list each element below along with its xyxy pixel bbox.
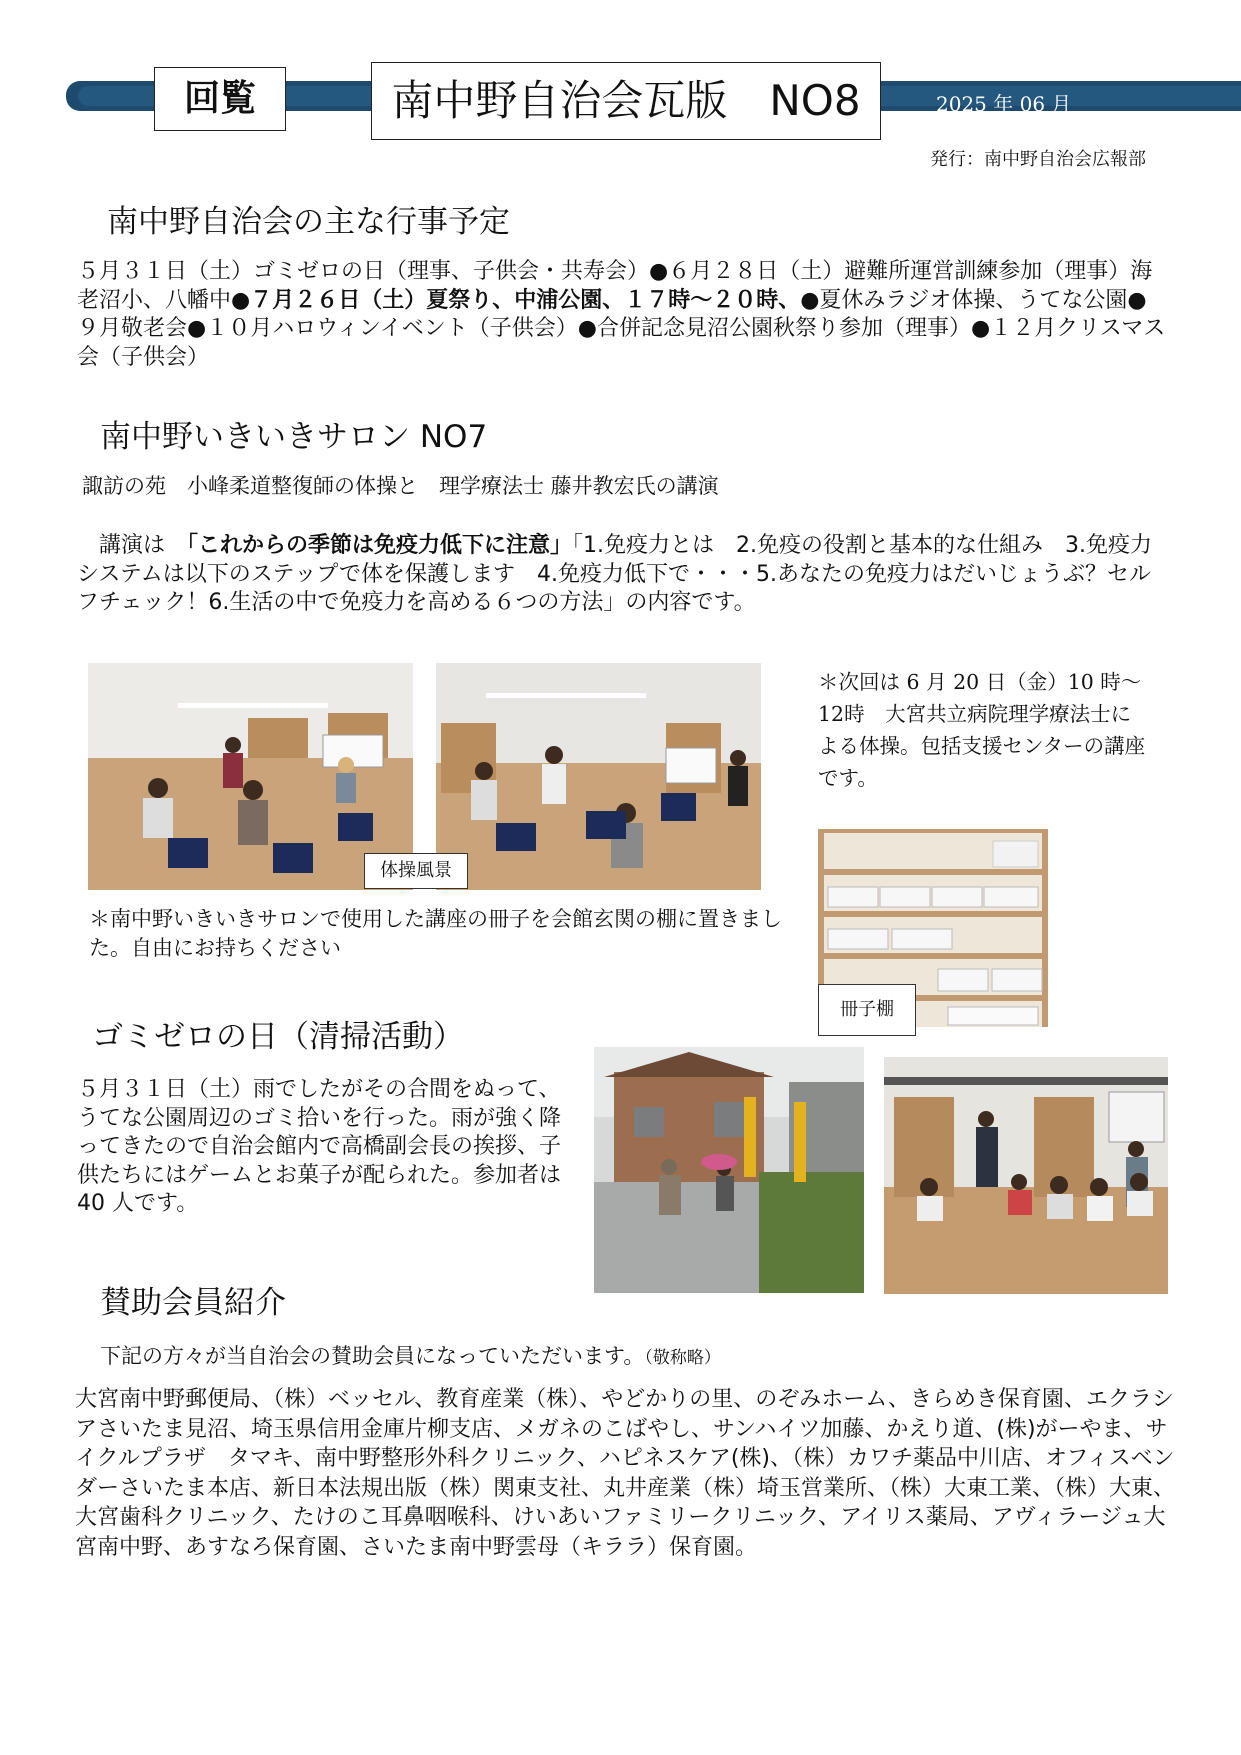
supporters-list: 大宮南中野郵便局、（株）ベッセル、教育産業（株）、やどかりの里、のぞみホーム、きらめき保育園、エクラシアさいたま見沼、埼玉県信用金庫片柳支店、メガネのこばやし、サンハイツ加藤、かえり道、(株)がーやま、サイクルプラザ タマキ、南中野整形外科クリニック、ハピネスケア(株)、（株）カワチ薬品中川店、オフィスベンダーさいたま本店、新日本法規出版（株）関東支社、丸井産業（株）埼玉営業所、（株）大東工業、（株）大東、大宮歯科クリニック、たけのこ耳鼻咽喉科、けいあいファミリークリニック、アイリス薬局、アヴィラージュ大宮南中野、あすなろ保育園、さいたま南中野雲母（キララ）保育園。 bbox=[75, 1387, 1176, 1560]
issue-date: 2025 年 06 月 bbox=[936, 92, 1072, 116]
newsletter-title: 南中野自治会瓦版 NO8 bbox=[371, 62, 881, 140]
salon-lecture-text bbox=[77, 532, 1172, 618]
supporters-heading: 賛助会員紹介 bbox=[100, 1285, 286, 1321]
publisher: 発行：南中野自治会広報部 bbox=[930, 149, 1146, 170]
exercise-photo-caption: 体操風景 bbox=[364, 853, 468, 889]
gomizero-heading: ゴミゼロの日（清掃活動） bbox=[92, 1019, 464, 1055]
events-text bbox=[77, 258, 1167, 372]
salon-heading: 南中野いきいきサロン NO7 bbox=[100, 419, 488, 455]
cleanup-outdoor-photo bbox=[594, 1047, 864, 1293]
supporters-intro-text: 下記の方々が当自治会の賛助会員になっていただいます。 bbox=[100, 1344, 645, 1368]
booklet-note: ＊南中野いきいきサロンで使用した講座の冊子を会館玄関の棚に置きました。自由にお持ちください bbox=[89, 907, 782, 960]
events-text-a: ５月３１日（土）ゴミゼロの日（理事、子供会・共寿会）●６月２８日（土）避難所運営訓練参加（理事）海老沼小、八幡中 bbox=[77, 259, 1153, 313]
events-text-b: ●夏休みラジオ体操、うてな公園●９月敬老会●１０月ハロウィンイベント（子供会）●合併記念見沼公園秋祭り参加（理事）●１２月クリスマス会（子供会） bbox=[77, 287, 1166, 370]
kairan-label: 回覧 bbox=[154, 67, 286, 131]
gomizero-text: ５月３１日（土）雨でしたがその合間をぬって、うてな公園周辺のゴミ拾いを行った。雨が強く降ってきたので自治会館内で高橋副会長の挨拶、子供たちにはゲームとお菓子が配られた。参加者は 40 人です。 bbox=[77, 1077, 562, 1216]
cleanup-indoor-photo bbox=[884, 1057, 1168, 1294]
lecture-contents: 「1.免疫力とは 2.免疫の役割と基本的な仕組み 3.免疫力システムは以下のステップで体を保護します 4.免疫力低下で・・・5.あなたの免疫力はだいじょうぶ？セルフチェック！6.生活の中で免疫力を高める６つの方法」の内容です。 bbox=[77, 533, 1153, 615]
events-heading: 南中野自治会の主な行事予定 bbox=[107, 204, 510, 240]
lecture-title: 「これからの季節は免疫力低下に注意」 bbox=[187, 533, 573, 558]
events-text-bold: ●７月２６日（土）夏祭り、中浦公園、１７時～２０時、 bbox=[231, 287, 801, 313]
exercise-photo-2 bbox=[436, 663, 761, 890]
supporters-intro bbox=[100, 1340, 721, 1370]
shelf-photo-caption: 冊子棚 bbox=[818, 984, 916, 1036]
lecture-prefix: 講演は bbox=[77, 533, 188, 558]
next-session-note: ＊次回は 6 月 20 日（金）10 時～12時 大宮共立病院理学療法士による体操。包括支援センターの講座です。 bbox=[818, 670, 1146, 790]
salon-subtitle: 諏訪の苑 小峰柔道整復師の体操と 理学療法士 藤井教宏氏の講演 bbox=[82, 474, 719, 498]
honorific-note: （敬称略） bbox=[644, 1348, 721, 1368]
